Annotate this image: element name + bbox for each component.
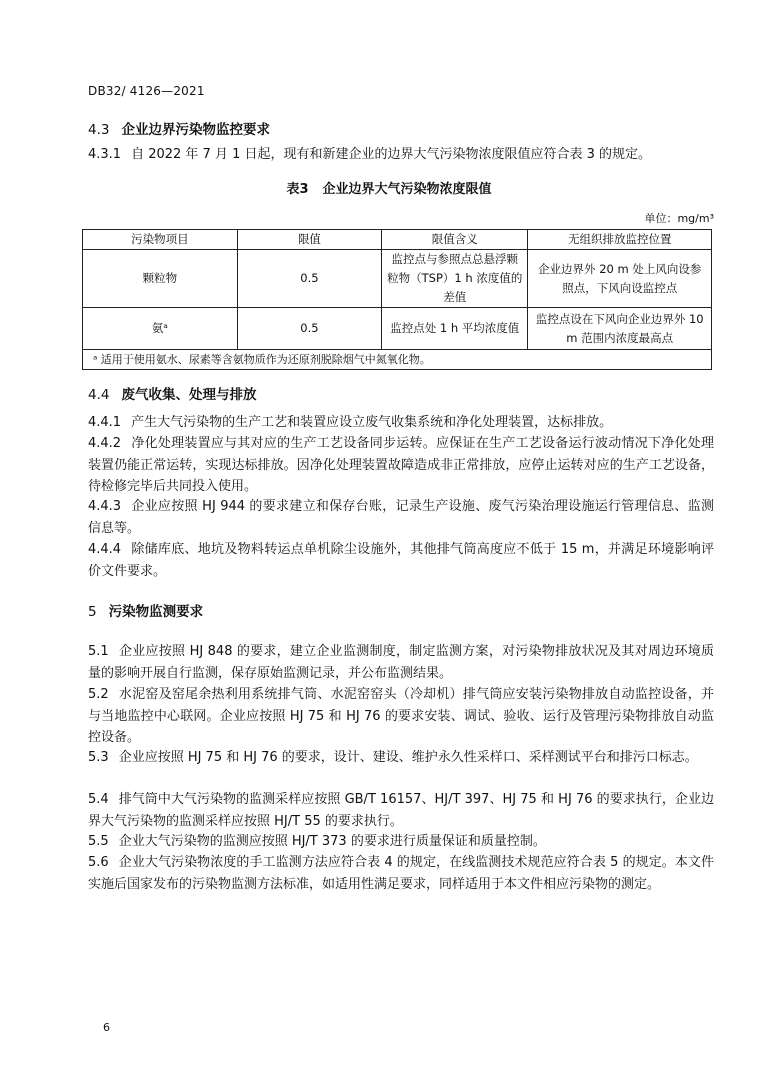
document-code: DB32/ 4126—2021 [88, 84, 205, 98]
section-title: 废气收集、处理与排放 [121, 387, 257, 403]
paragraph-5-1 [88, 641, 714, 684]
table-footnote: ᵃ 适用于使用氨水、尿素等含氨物质作为还原剂脱除烟气中氮氧化物。 [83, 350, 712, 370]
header-pollutant: 污染物项目 [83, 230, 238, 250]
clause-number: 4.4.2 [88, 436, 122, 451]
paragraph-5-2 [88, 684, 714, 749]
clause-number: 5.2 [88, 687, 109, 702]
clause-number: 4.4.3 [88, 499, 122, 514]
header-location: 无组织排放监控位置 [528, 230, 712, 250]
section-number: 4.3 [88, 122, 110, 138]
clause-number: 5.1 [88, 644, 109, 659]
cell-location: 监控点设在下风向企业边界外 10 m 范围内浓度最高点 [528, 308, 712, 350]
clause-number: 4.3.1 [88, 147, 122, 162]
clause-text: 排气筒中大气污染物的监测采样应按照 GB/T 16157、HJ/T 397、HJ 75 和 HJ 76 的要求执行，企业边界大气污染物的监测采样应按照 HJ/T 55 的要求执行。 [88, 792, 714, 829]
clause-text: 自 2022 年 7 月 1 日起，现有和新建企业的边界大气污染物浓度限值应符合表 3 的规定。 [131, 147, 652, 162]
clause-number: 4.4.4 [88, 542, 122, 557]
section-number: 4.4 [88, 387, 110, 403]
cell-meaning: 监控点处 1 h 平均浓度值 [382, 308, 528, 350]
cell-pollutant: 颗粒物 [83, 250, 238, 308]
paragraph-4-3-1 [88, 144, 714, 166]
section-4-4-heading [88, 383, 256, 403]
table-note-row [83, 350, 712, 370]
section-4-3-heading [88, 118, 270, 138]
cell-location: 企业边界外 20 m 处上风向设参照点，下风向设监控点 [528, 250, 712, 308]
clause-number: 5.4 [88, 792, 109, 807]
table-caption [0, 178, 778, 197]
clause-text: 企业大气污染物浓度的手工监测方法应符合表 4 的规定，在线监测技术规范应符合表 5 的规定。本文件实施后国家发布的污染物监测方法标准，如适用性满足要求，同样适用于本文件相应污染物的测定。 [88, 855, 714, 892]
paragraph-4-4-2 [88, 433, 714, 498]
paragraph-4-4-3 [88, 496, 714, 539]
clause-number: 5.3 [88, 750, 109, 765]
section-title: 企业边界污染物监控要求 [121, 122, 270, 138]
limits-table [82, 229, 712, 370]
paragraph-4-4-4 [88, 539, 714, 582]
clause-text: 企业应按照 HJ 848 的要求，建立企业监测制度，制定监测方案，对污染物排放状况及其对周边环境质量的影响开展自行监测，保存原始监测记录，并公布监测结果。 [88, 644, 714, 681]
clause-text: 企业应按照 HJ 944 的要求建立和保存台账，记录生产设施、废气污染治理设施运行管理信息、监测信息等。 [88, 499, 714, 536]
section-number: 5 [88, 604, 97, 620]
clause-text: 企业大气污染物的监测应按照 HJ/T 373 的要求进行质量保证和质量控制。 [118, 834, 546, 849]
clause-text: 除储库底、地坑及物料转运点单机除尘设施外，其他排气筒高度应不低于 15 m，并满足环境影响评价文件要求。 [88, 542, 714, 579]
clause-text: 产生大气污染物的生产工艺和装置应设立废气收集系统和净化处理装置，达标排放。 [131, 415, 613, 430]
clause-text: 净化处理装置应与其对应的生产工艺设备同步运转。应保证在生产工艺设备运行波动情况下净化处理装置仍能正常运转，实现达标排放。因净化处理装置故障造成非正常排放，应停止运转对应的生产工艺设备，待检修完毕后共同投入使用。 [88, 436, 714, 494]
paragraph-5-4 [88, 789, 714, 832]
paragraph-5-6 [88, 852, 714, 895]
table-title: 企业边界大气污染物浓度限值 [322, 182, 492, 197]
table-header-row [83, 230, 712, 250]
table-number: 表3 [286, 182, 309, 197]
cell-limit: 0.5 [237, 308, 381, 350]
table-unit: 单位：mg/m³ [644, 212, 714, 225]
clause-number: 4.4.1 [88, 415, 122, 430]
cell-limit: 0.5 [237, 250, 381, 308]
paragraph-4-4-1 [88, 412, 714, 434]
section-title: 污染物监测要求 [108, 604, 204, 620]
clause-number: 5.5 [88, 834, 109, 849]
cell-pollutant: 氨ᵃ [83, 308, 238, 350]
clause-text: 水泥窑及窑尾余热利用系统排气筒、水泥窑窑头（冷却机）排气筒应安装污染物排放自动监控设备，并与当地监控中心联网。企业应按照 HJ 75 和 HJ 76 的要求安装、调试、验收、运行及管理污染物排放自动监控设备。 [88, 687, 714, 745]
clause-number: 5.6 [88, 855, 109, 870]
paragraph-5-5 [88, 831, 714, 853]
cell-meaning: 监控点与参照点总悬浮颗粒物（TSP）1 h 浓度值的差值 [382, 250, 528, 308]
table-row [83, 308, 712, 350]
paragraph-5-3 [88, 747, 714, 769]
clause-text: 企业应按照 HJ 75 和 HJ 76 的要求，设计、建设、维护永久性采样口、采样测试平台和排污口标志。 [118, 750, 698, 765]
header-limit: 限值 [237, 230, 381, 250]
page-number: 6 [103, 1021, 110, 1034]
section-5-heading [88, 600, 203, 620]
header-meaning: 限值含义 [382, 230, 528, 250]
table-row [83, 250, 712, 308]
